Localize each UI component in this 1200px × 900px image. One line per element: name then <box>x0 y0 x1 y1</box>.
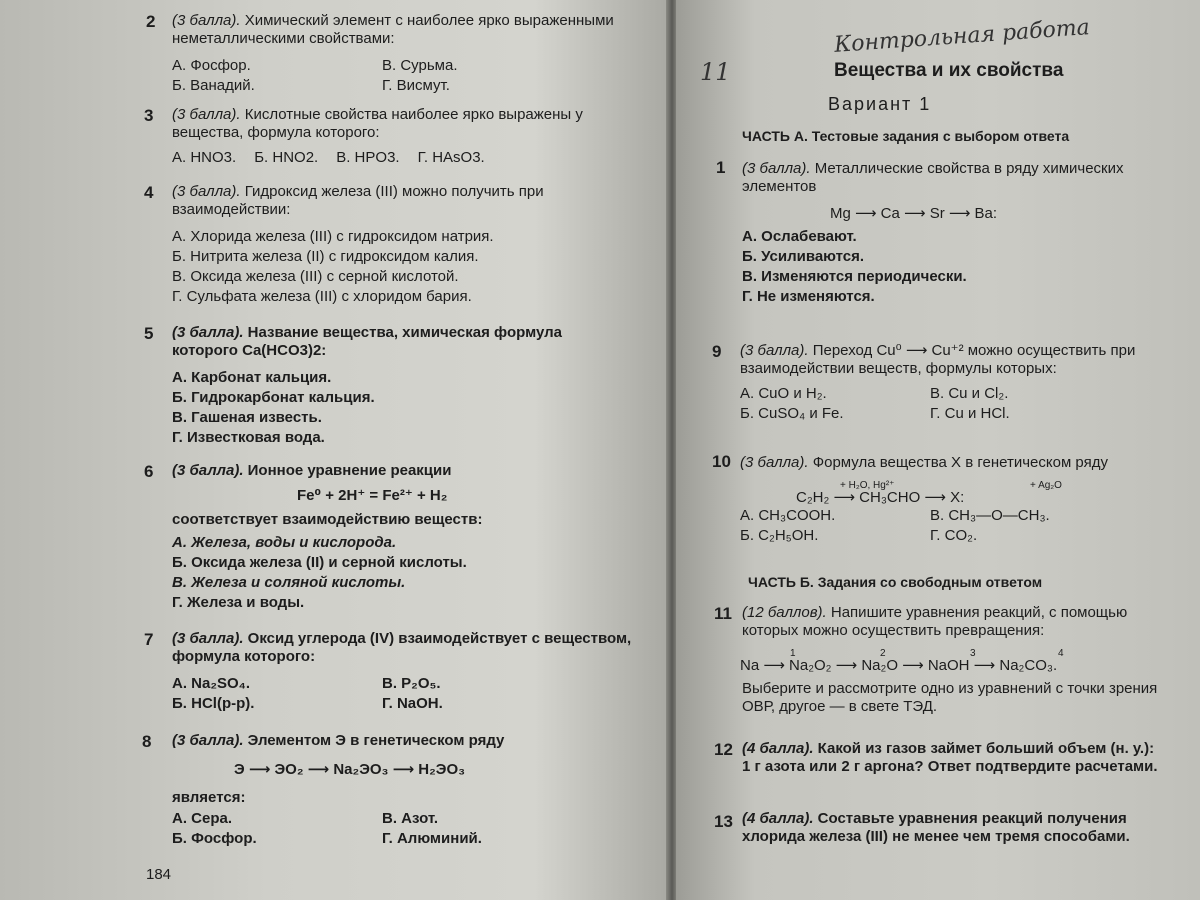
question-number: 3 <box>144 106 154 125</box>
option-g: Г. Железа и воды. <box>172 594 305 611</box>
option-a: А. CH₃COOH. <box>740 507 836 524</box>
option-a: А. Карбонат кальция. <box>172 369 332 386</box>
question-text-2: Выберите и рассмотрите одно из уравнений с точки зрения ОВР, другое — в свете ТЭД. <box>742 680 1158 715</box>
option-b: Б. HCl(р-р). <box>172 695 255 712</box>
transformation-chain: Na ⟶ Na₂O₂ ⟶ Na₂O ⟶ NaOH ⟶ Na₂CO₃. <box>740 657 1058 674</box>
option-v: В. Гашеная известь. <box>172 409 322 426</box>
question-points: (3 балла). <box>172 462 244 479</box>
option-b: Б. HNO2. <box>254 149 319 166</box>
question-points: (3 балла). <box>172 324 244 341</box>
question-points: (12 баллов). <box>742 604 827 621</box>
question-number: 2 <box>146 12 156 31</box>
question-13 <box>742 810 1162 846</box>
option-g: Г. Cu и HCl. <box>930 405 1010 422</box>
question-4 <box>172 183 632 307</box>
option-g: Г. Алюминий. <box>382 830 482 847</box>
question-7 <box>172 630 632 714</box>
option-g: Г. CO₂. <box>930 527 978 544</box>
option-a: А. Фосфор. <box>172 57 251 74</box>
option-a: А. HNO3. <box>172 149 237 166</box>
question-8 <box>172 732 632 849</box>
question-text-2: является: <box>172 789 246 806</box>
question-text: Название вещества, химическая формула которого Ca(HCO3)2: <box>172 324 562 359</box>
page-title: Вещества и их свойства <box>834 60 1064 81</box>
question-number: 10 <box>712 452 731 471</box>
option-g: Г. Не изменяются. <box>742 288 875 305</box>
question-6 <box>172 462 632 613</box>
option-v: В. Азот. <box>382 810 439 827</box>
step-label-4: 4 <box>1058 648 1064 659</box>
option-g: Г. Сульфата железа (III) с хлоридом бария. <box>172 288 472 305</box>
question-points: (3 балла). <box>742 160 811 177</box>
step-label-1: 1 <box>790 648 796 659</box>
question-points: (3 балла). <box>172 630 244 647</box>
question-10 <box>740 454 1170 546</box>
question-number: 5 <box>144 324 154 343</box>
genetic-series: C₂H₂ ⟶ CH₃CHO ⟶ X: <box>796 489 965 506</box>
option-b: Б. Оксида железа (II) и серной кислоты. <box>172 554 467 571</box>
question-points: (4 балла). <box>742 740 814 757</box>
question-text: Ионное уравнение реакции <box>243 462 452 479</box>
step-label-2: 2 <box>880 648 886 659</box>
option-a: А. Железа, воды и кислорода. <box>172 534 397 551</box>
question-text: Переход Cu⁰ ⟶ Cu⁺² можно осуществить при взаимодействии веществ, формулы которых: <box>740 342 1136 377</box>
question-number: 13 <box>714 812 733 831</box>
option-b: Б. Ванадий. <box>172 77 255 94</box>
option-v: В. Cu и Cl₂. <box>930 385 1009 402</box>
page-number: 184 <box>146 866 172 883</box>
option-b: Б. CuSO₄ и Fe. <box>740 405 844 422</box>
option-b: Б. Нитрита железа (II) с гидроксидом калия. <box>172 248 479 265</box>
question-number: 9 <box>712 342 722 361</box>
question-number: 4 <box>144 183 154 202</box>
option-v: В. Оксида железа (III) с серной кислотой. <box>172 268 459 285</box>
question-text: Гидроксид железа (III) можно получить при взаимодействии: <box>172 183 544 218</box>
option-b: Б. Усиливаются. <box>742 248 865 265</box>
option-b: Б. C₂H₅OH. <box>740 527 819 544</box>
question-points: (3 балла). <box>172 183 241 200</box>
question-text: Формула вещества X в генетическом ряду <box>808 454 1108 471</box>
question-3 <box>172 106 632 168</box>
question-points: (3 балла). <box>172 732 244 749</box>
part-b-heading: ЧАСТЬ Б. Задания со свободным ответом <box>748 574 1043 590</box>
option-g: Г. Висмут. <box>382 77 450 94</box>
question-points: (3 балла). <box>172 106 241 123</box>
handwritten-title: Контрольная работа <box>833 15 1091 58</box>
part-a-heading: ЧАСТЬ А. Тестовые задания с выбором ответа <box>742 128 1070 144</box>
question-text: Напишите уравнения реакций, с помощью которых можно осуществить превращения: <box>742 604 1128 639</box>
question-number: 7 <box>144 630 154 649</box>
question-5 <box>172 324 632 448</box>
question-points: (3 балла). <box>172 12 241 29</box>
option-g: Г. HAsO3. <box>417 149 485 166</box>
option-v: В. Изменяются периодически. <box>742 268 967 285</box>
question-9 <box>740 342 1160 424</box>
option-a: А. Хлорида железа (III) с гидроксидом натрия. <box>172 228 494 245</box>
question-number: 12 <box>714 740 733 759</box>
question-number: 6 <box>144 462 154 481</box>
genetic-series: Э ⟶ ЭO₂ ⟶ Na₂ЭO₃ ⟶ H₂ЭO₃ <box>234 761 466 778</box>
question-text: Составьте уравнения реакций получения хлорида железа (III) не менее чем тремя способами. <box>742 810 1130 845</box>
option-v: В. Сурьма. <box>382 57 458 74</box>
step-label-3: 3 <box>970 648 976 659</box>
question-text-2: соответствует взаимодействию веществ: <box>172 511 483 528</box>
question-text: Химический элемент с наиболее ярко выраженными неметаллическими свойствами: <box>172 12 614 47</box>
question-12 <box>742 740 1162 776</box>
question-2 <box>172 12 632 96</box>
question-points: (3 балла). <box>740 454 809 471</box>
option-v: В. P₂O₅. <box>382 675 441 692</box>
option-v: В. HPO3. <box>336 149 400 166</box>
question-number: 8 <box>142 732 152 751</box>
question-points: (4 балла). <box>742 810 814 827</box>
option-v: В. Железа и соляной кислоты. <box>172 574 406 591</box>
question-11 <box>742 604 1162 716</box>
question-text: Кислотные свойства наиболее ярко выражены у вещества, формула которого: <box>172 106 583 141</box>
question-number: 1 <box>716 158 726 177</box>
option-a: А. CuO и H₂. <box>740 385 827 402</box>
reagent-label-1: + H₂O, Hg²⁺ <box>840 480 895 491</box>
option-a: А. Сера. <box>172 810 233 827</box>
variant-title: Вариант 1 <box>828 94 932 114</box>
right-page <box>676 0 1200 900</box>
question-text: Какой из газов займет больший объем (н. у.): 1 г азота или 2 г аргона? Ответ подтвердите расчетами. <box>742 740 1158 775</box>
question-text: Элементом Э в генетическом ряду <box>243 732 505 749</box>
question-number: 11 <box>714 604 732 623</box>
element-series: Mg ⟶ Ca ⟶ Sr ⟶ Ba: <box>830 205 998 222</box>
ionic-equation: Fe⁰ + 2H⁺ = Fe²⁺ + H₂ <box>297 487 448 504</box>
reagent-label-2: + Ag₂O <box>1030 480 1062 491</box>
option-b: Б. Фосфор. <box>172 830 257 847</box>
option-g: Г. Известковая вода. <box>172 429 325 446</box>
question-points: (3 балла). <box>740 342 809 359</box>
question-text: Металлические свойства в ряду химических элементов <box>742 160 1124 195</box>
option-a: А. Na₂SO₄. <box>172 675 250 692</box>
handwritten-number: 11 <box>700 58 731 86</box>
option-a: А. Ослабевают. <box>742 228 857 245</box>
question-1 <box>742 160 1162 307</box>
option-v: В. CH₃—O—CH₃. <box>930 507 1050 524</box>
question-text: Оксид углерода (IV) взаимодействует с веществом, формула которого: <box>172 630 632 665</box>
option-g: Г. NaOH. <box>382 695 443 712</box>
option-b: Б. Гидрокарбонат кальция. <box>172 389 375 406</box>
